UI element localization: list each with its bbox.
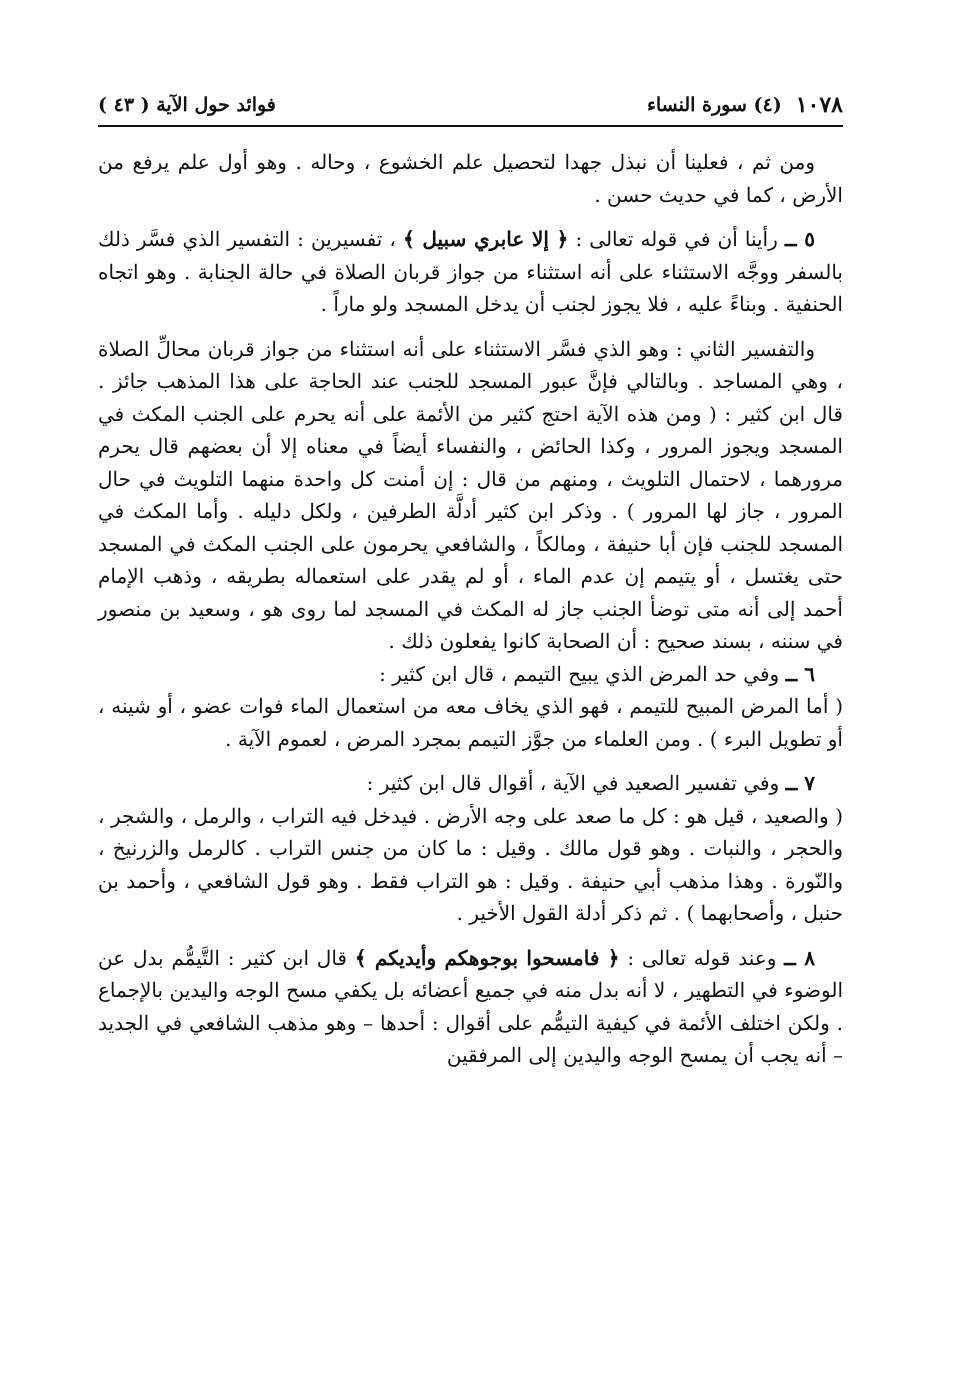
paragraph-text: وعند قوله تعالى : <box>627 945 777 970</box>
page-header <box>98 88 843 122</box>
section-title: فوائد حول الآية ( ٤٣ ) <box>98 94 276 116</box>
paragraph-saeed-quote <box>98 800 843 930</box>
paragraph-text: رأينا أن في قوله تعالى : <box>575 227 778 251</box>
paragraph-text: والتفسير الثاني : وهو الذي فسَّر الاستثناء على أنه استثناء من جواز قربان محالِّ الصلاة ، وهي المساجد . وبالتالي فإنَّ عبور المسجد للجنب عند الحاجة على هذا المذهب جائز . قال ابن كثير : ( ومن هذه الآية احتج كثير من الأئمة على أنه يحرم على الجنب المكث في المسجد ويجوز المرور ، وكذا الحائض ، والنفساء أيضاً في معناه إلا أن بعضهم قال يحرم مرورهما ، لاحتمال التلويث ، ومنهم من قال : إن أمنت كل واحدة منهما التلويث في حال المرور ، جاز لها المرور ) . وذكر ابن كثير أدلَّة الطرفين ، ولكل دليله . وأما المكث في المسجد للجنب فإن أبا حنيفة ، ومالكاً ، والشافعي يحرمون على الجنب المكث في المسجد حتى يغتسل ، أو يتيمم إن عدم الماء ، أو لم يقدر على استعماله بطريقه ، وذهب الإمام أحمد إلى أنه متى توضأ الجنب جاز له المكث في المسجد لما روى هو ، وسعيد بن منصور في سننه ، بسند صحيح : أن الصحابة كانوا يفعلون ذلك . <box>98 336 843 653</box>
paragraph-illness-quote <box>98 690 843 755</box>
paragraph-text: ( والصعيد ، قيل هو : كل ما صعد على وجه الأرض . فيدخل فيه التراب ، والرمل ، والشجر ، والحجر ، والنبات . وهو قول مالك . وقيل : ما كان من جنس التراب . كالرمل والزرنيخ ، والنّورة . وهذا مذهب أبي حنيفة . وقيل : هو التراب فقط . وهو قول الشافعي ، وأحمد بن حنبل ، وأصحابهما ) . ثم ذكر أدلة القول الأخير . <box>98 803 843 925</box>
paragraph-point-6 <box>98 658 843 691</box>
quranic-verse: ﴿ إلا عابري سبيل ﴾ <box>402 227 569 251</box>
page-number: ١٠٧٨ <box>795 92 843 118</box>
point-number: ٥ ــ <box>784 227 816 251</box>
paragraph-point-7 <box>98 767 843 800</box>
paragraph-text: ( أما المرض المبيح للتيمم ، فهو الذي يخاف معه من استعمال الماء فوات عضو ، أو شينه ، أو تطويل البرء ) . ومن العلماء من جوَّز التيمم بمجرد المرض ، لعموم الآية . <box>98 694 843 751</box>
paragraph-khushu <box>98 146 843 211</box>
paragraph-text: ومن ثم ، فعلينا أن نبذل جهدا لتحصيل علم الخشوع ، وحاله . وهو أول علم يرفع من الأرض ، كما في حديث حسن . <box>98 150 843 207</box>
point-number: ٨ ــ <box>784 945 816 970</box>
paragraph-text: ، تفسيرين : التفسير الذي فسَّر ذلك بالسفر ووجَّه الاستثناء على أنه استثناء من جواز قربان الصلاة في حالة الجنابة . وهو اتجاه الحنفية . وبناءً عليه ، فلا يجوز لجنب أن يدخل المسجد ولو ماراً . <box>98 227 843 316</box>
paragraph-text: قال ابن كثير : التَّيمُّم بدل عن الوضوء في التطهير ، لا أنه بدل منه في جميع أعضائه بل يكفي مسح الوجه واليدين بالإجماع . ولكن اختلف الأئمة في كيفية التيمُّم على أقوال : أحدها – وهو مذهب الشافعي في الجديد – أنه يجب أن يمسح الوجه واليدين إلى المرفقين <box>98 945 843 1067</box>
paragraph-text: وفي تفسير الصعيد في الآية ، أقوال قال ابن كثير : <box>366 771 780 795</box>
quranic-verse: ﴿ فامسحوا بوجوهكم وأيديكم ﴾ <box>354 945 620 970</box>
header-divider <box>98 125 843 127</box>
paragraph-point-8 <box>98 942 843 1072</box>
point-number: ٧ ــ <box>785 771 815 795</box>
header-right <box>647 92 843 118</box>
point-number: ٦ ــ <box>785 661 815 686</box>
paragraph-text: وفي حد المرض الذي يبيح التيمم ، قال ابن كثير : <box>379 661 780 686</box>
paragraph-point-5 <box>98 223 843 321</box>
paragraph-second-tafsir <box>98 333 843 658</box>
page-body <box>98 146 843 1072</box>
surah-title: (٤) سورة النساء <box>646 94 782 116</box>
